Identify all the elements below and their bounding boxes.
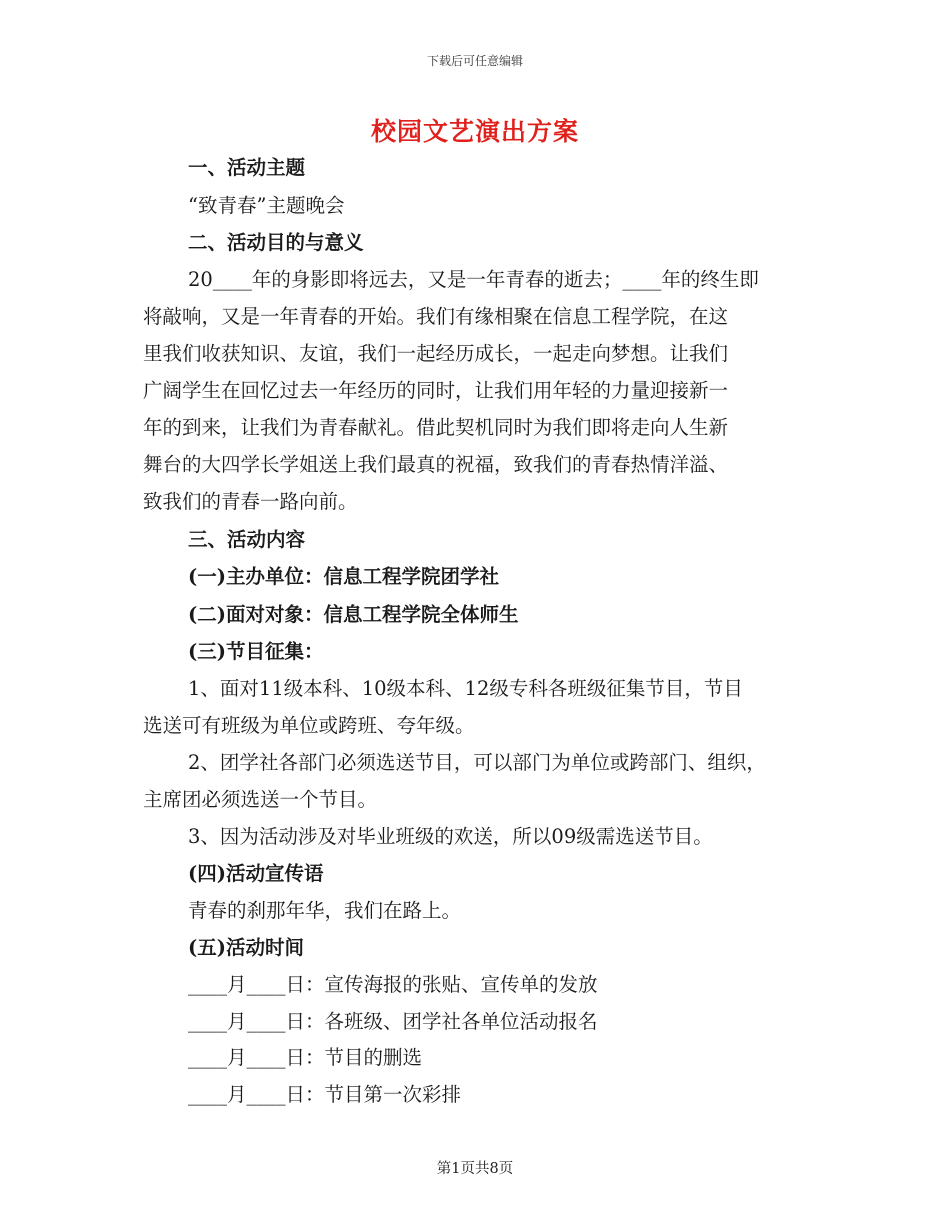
list-item: 1、面对11级本科、10级本科、12级专科各班级征集节目，节目 [188,677,743,700]
list-item-cont: 选送可有班级为单位或跨班、夸年级。 [143,714,475,737]
section-heading-1: 一、活动主题 [188,156,306,179]
theme-text: “致青春”主题晚会 [188,194,345,217]
schedule-item: ____月____日：节目第一次彩排 [188,1083,462,1106]
slogan-text: 青春的刹那年华，我们在路上。 [188,899,462,922]
paragraph-line: 致我们的青春一路向前。 [143,490,358,513]
sub-heading: (一)主办单位：信息工程学院团学社 [188,565,499,588]
schedule-item: ____月____日：宣传海报的张贴、宣传单的发放 [188,973,598,996]
document-title: 校园文艺演出方案 [370,117,579,146]
list-item-cont: 主席团必须选送一个节目。 [143,788,378,811]
paragraph-line: 年的到来，让我们为青春献礼。借此契机同时为我们即将走向人生新 [143,416,729,439]
paragraph-line: 里我们收获知识、友谊，我们一起经历成长，一起走向梦想。让我们 [143,342,729,365]
paragraph-line: 将敲响，又是一年青春的开始。我们有缘相聚在信息工程学院，在这 [143,305,729,328]
section-heading-2: 二、活动目的与意义 [188,231,364,254]
paragraph-line: 广阔学生在回忆过去一年经历的同时，让我们用年轻的力量迎接新一 [143,379,729,402]
list-item: 2、团学社各部门必须选送节目，可以部门为单位或跨部门、组织， [188,751,766,774]
section-heading-3: 三、活动内容 [188,528,306,551]
page-footer: 第1页共8页 [436,1161,514,1177]
schedule-item: ____月____日：节目的删选 [188,1046,423,1069]
paragraph-line: 20____年的身影即将远去，又是一年青春的逝去；____年的终生即 [188,268,759,291]
paragraph-line: 舞台的大四学长学姐送上我们最真的祝福，致我们的青春热情洋溢、 [143,453,729,476]
sub-heading: (二)面对对象：信息工程学院全体师生 [188,603,519,626]
schedule-item: ____月____日：各班级、团学社各单位活动报名 [188,1010,598,1033]
sub-heading: (三)节目征集： [188,640,324,663]
sub-heading: (五)活动时间 [188,936,304,959]
list-item: 3、因为活动涉及对毕业班级的欢送，所以09级需选送节目。 [188,825,713,848]
sub-heading: (四)活动宣传语 [188,862,324,885]
header-note: 下载后可任意编辑 [426,54,523,68]
